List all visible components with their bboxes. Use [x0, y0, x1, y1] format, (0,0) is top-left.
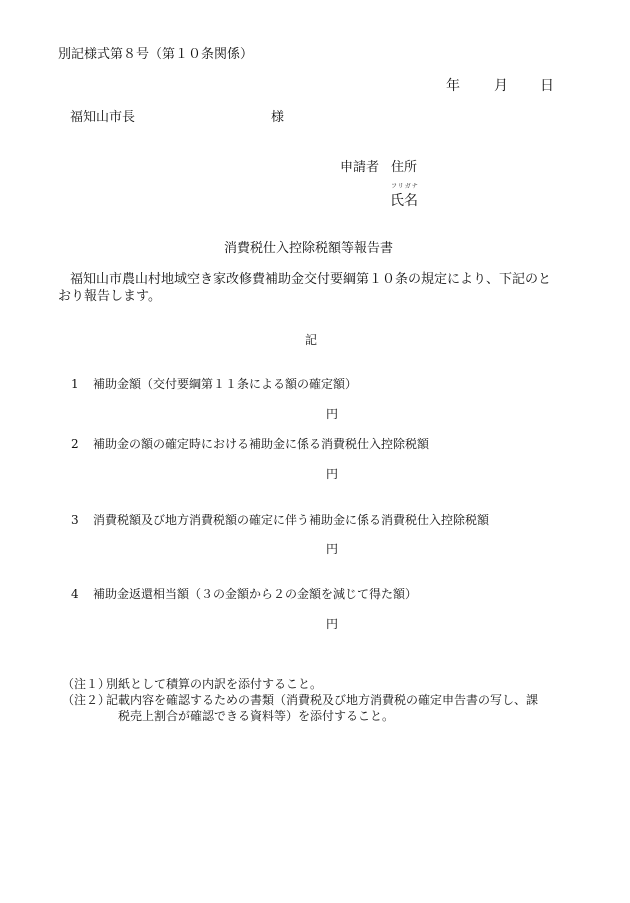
item-3-number: 3	[71, 513, 79, 527]
item-1-number: 1	[71, 377, 79, 391]
applicant-name-label: 氏名	[390, 193, 418, 209]
applicant-name-furigana: フリガナ	[391, 183, 419, 190]
item-2-text: 補助金の額の確定時における補助金に係る消費税仕入控除税額	[93, 437, 430, 451]
form-number: 別記様式第８号（第１０条関係）	[58, 47, 254, 62]
note-1-label: （注１）	[62, 677, 111, 691]
item-4-number: 4	[71, 587, 79, 601]
note-1-text: 別紙として積算の内訳を添付すること。	[106, 677, 323, 691]
applicant-address-label: 住所	[391, 160, 418, 175]
applicant-role: 申請者	[340, 160, 380, 175]
note-2-text-continued: 税売上割合が確認できる資料等）を添付すること。	[118, 709, 395, 723]
date-month: 月	[494, 78, 508, 94]
intro-line-1: 福知山市農山村地域空き家改修費補助金交付要綱第１０条の規定により、下記のと	[70, 272, 552, 287]
addressee-name: 福知山市長	[70, 110, 136, 125]
note-2-text: 記載内容を確認するための書類（消費税及び地方消費税の確定申告書の写し、課	[106, 693, 539, 707]
item-4-unit: 円	[326, 617, 339, 631]
note-2-label: （注２）	[62, 693, 111, 707]
document-title: 消費税仕入控除税額等報告書	[224, 241, 394, 256]
ki-heading: 記	[305, 333, 318, 347]
applicant-name-field	[390, 183, 419, 210]
addressee-honorific: 様	[271, 110, 285, 125]
item-1-unit: 円	[326, 407, 339, 421]
item-2-unit: 円	[326, 467, 339, 481]
item-3-text: 消費税額及び地方消費税額の確定に伴う補助金に係る消費税仕入控除税額	[93, 513, 490, 527]
item-1-text: 補助金額（交付要綱第１１条による額の確定額）	[93, 377, 358, 391]
item-3-unit: 円	[326, 542, 339, 556]
intro-line-2: おり報告します。	[58, 289, 161, 304]
item-2-number: 2	[71, 437, 79, 451]
date-day: 日	[540, 78, 554, 94]
item-4-text: 補助金返還相当額（３の金額から２の金額を減じて得た額）	[93, 587, 418, 601]
date-year: 年	[446, 78, 460, 94]
